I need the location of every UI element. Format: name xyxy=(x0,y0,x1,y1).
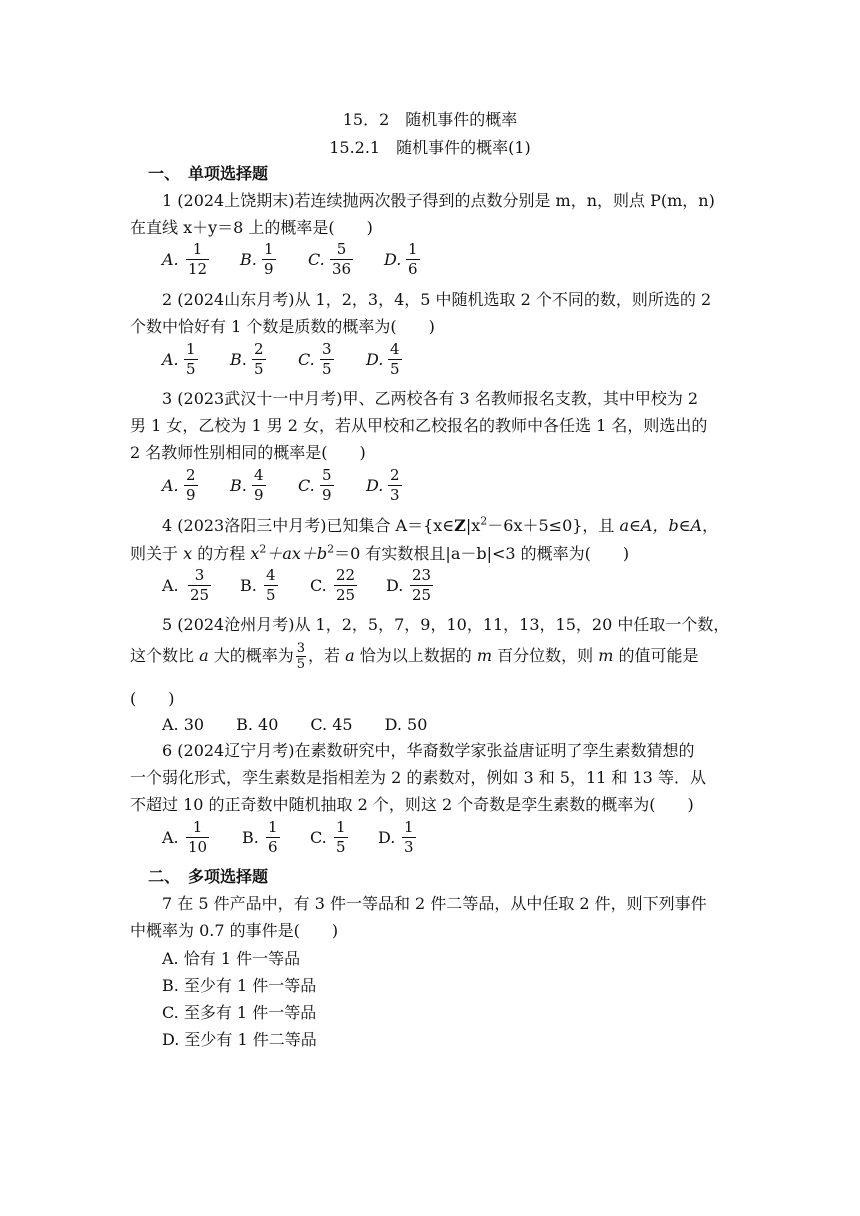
fraction: $\frac{5}{36}$ xyxy=(332,240,352,278)
fraction: $\frac{2}{9}$ xyxy=(186,466,196,504)
fraction: $\frac{1}{5}$ xyxy=(186,340,196,378)
fraction: $\frac{4}{5}$ xyxy=(390,340,400,378)
document-page: 15．2 随机事件的概率 15.2.1 随机事件的概率(1) 一、 单项选择题 1 (2024上饶期末)若连续抛两次骰子得到的点数分别是 m，n，则点 P(m，n) 在直线 x＋y＝8 上的概率是( ) A. $\frac{1}{12}$ B. $\frac{1}{9}$ C. $\frac{5}{36}$ D. $\frac{1}{6}$ 2 (2024山东月考)从 1，2，3，4，5 中随机选取 2 个不同的数，则所选的 2 个数中恰好有 1 个数是质数的概率为( ) A. $\frac{1}{5}$ B. $\frac{2}{5}$ C. $\frac{3}{5}$ D. $\frac{4}{5}$ 3 (2023武汉十一中月考)甲、乙两校各有 3 名教师报名支教，其中甲校为 2 男 1 女，乙校为 1 男 2 女，若从甲校和乙校报名的教师中各任选 1 名，则选出的 2 名教师性别相同的概率是( ) A. $\frac{2}{9}$ B. $\frac{4}{9}$ C. $\frac{5}{9}$ D. $\frac{2}{3}$ 4 (2023洛阳三中月考)已知集合 $A=\{x\in Z|x^2-6x+5\le 0\}$，且 a∈A，b∈A， 则关于 x 的方程 $x^2+ax+b^2=0$ 有实数根且|a－b|<3 的概率为( ) A. $\frac{3}{25}$ B. $\frac{4}{5}$ C. $\frac{22}{25}$ D. $\frac{23}{25}$ 5 (2024沧州月考)从 1，2，5，7，9，10，11，13，15，20 中任取一个数， 这个数比 a 大的概率为 $\frac{3}{5}$ ，若 a 恰为以上数据的 m 百分位数，则 m 的值可能是 ( ) A. 30 B. 40 C. 45 D. 50 6 (2024辽宁月考)在素数研究中，华裔数学家张益唐证明了孪生素数猜想的 一个弱化形式，孪生素数是指相差为 2 的素数对，例如 3 和 5，11 和 13 等．从 不超过 10 的正奇数中随机抽取 2 个，则这 2 个奇数是孪生素数的概率为( ) A. $\frac{1}{10}$ B. $\frac{1}{6}$ C. $\frac{1}{5}$ D. $\frac{1}{3}$ 二、 多项选择题 7 在 5 件产品中，有 3 件一等品和 2 件二等品，从中任取 2 件，则下列事件 中概率为 0.7 的事件是( ) A. 恰有 1 件一等品 B. 至少有 1 件一等品 C. 至多有 1 件一等品 D. 至少有 1 件二等品 xyxy=(0,0,860,1216)
fraction: $\frac{5}{9}$ xyxy=(322,466,332,504)
fraction: $\frac{1}{12}$ xyxy=(188,240,208,278)
question-4-line-2: 则关于 x 的方程 $x^2+ax+b^2=0$ 有实数根且|a－b|<3 的概率为( ) xyxy=(130,542,630,563)
question-5-options[interactable]: A. 30 B. 40 C. 45 D. 50 xyxy=(162,715,428,734)
question-1-line-1: 1 (2024上饶期末)若连续抛两次骰子得到的点数分别是 m，n，则点 P(m，n) xyxy=(162,191,715,210)
fraction: $\frac{23}{25}$ xyxy=(412,566,432,604)
question-5-line-3: ( ) xyxy=(130,689,175,708)
question-6-line-3: 不超过 10 的正奇数中随机抽取 2 个，则这 2 个奇数是孪生素数的概率为( ) xyxy=(130,795,694,814)
question-1-line-2: 在直线 x＋y＝8 上的概率是( ) xyxy=(130,218,373,237)
fraction: $\frac{1}{9}$ xyxy=(264,240,274,278)
fraction: $\frac{4}{9}$ xyxy=(254,466,264,504)
question-5-line-1: 5 (2024沧州月考)从 1，2，5，7，9，10，11，13，15，20 中任取一个数， xyxy=(162,615,730,634)
fraction: $\frac{1}{5}$ xyxy=(336,818,346,856)
question-4-line-1: 4 (2023洛阳三中月考)已知集合 $A=\{x\in Z|x^2-6x+5\le 0\}$，且 a∈A，b∈A， xyxy=(162,514,719,535)
question-7-option-b[interactable]: B. 至少有 1 件一等品 xyxy=(162,976,317,995)
question-2-line-1: 2 (2024山东月考)从 1，2，3，4，5 中随机选取 2 个不同的数，则所选的 2 xyxy=(162,290,712,309)
fraction: $\frac{1}{6}$ xyxy=(268,818,278,856)
fraction: $\frac{22}{25}$ xyxy=(336,566,356,604)
section-heading-multi-choice: 二、 多项选择题 xyxy=(148,867,269,886)
question-3-line-2: 男 1 女，乙校为 1 男 2 女，若从甲校和乙校报名的教师中各任选 1 名，则选出的 xyxy=(130,416,708,435)
question-7-line-1: 7 在 5 件产品中，有 3 件一等品和 2 件二等品，从中任取 2 件，则下列事件 xyxy=(162,894,707,913)
question-3-line-3: 2 名教师性别相同的概率是( ) xyxy=(130,443,366,462)
question-6-line-1: 6 (2024辽宁月考)在素数研究中，华裔数学家张益唐证明了孪生素数猜想的 xyxy=(162,741,695,760)
question-7-line-2: 中概率为 0.7 的事件是( ) xyxy=(130,921,339,940)
fraction: $\frac{2}{3}$ xyxy=(390,466,400,504)
section-title: 15．2 随机事件的概率 xyxy=(342,110,518,129)
fraction: $\frac{1}{3}$ xyxy=(404,818,414,856)
subsection-title: 15.2.1 随机事件的概率(1) xyxy=(329,138,531,157)
question-7-option-d[interactable]: D. 至少有 1 件二等品 xyxy=(162,1030,317,1049)
fraction: $\frac{3}{25}$ xyxy=(190,566,210,604)
fraction: $\frac{2}{5}$ xyxy=(254,340,264,378)
question-2-line-2: 个数中恰好有 1 个数是质数的概率为( ) xyxy=(130,317,435,336)
question-6-line-2: 一个弱化形式，孪生素数是指相差为 2 的素数对，例如 3 和 5，11 和 13 等．从 xyxy=(130,768,706,787)
question-7-option-c[interactable]: C. 至多有 1 件一等品 xyxy=(162,1003,317,1022)
fraction: $\frac{4}{5}$ xyxy=(266,566,276,604)
fraction: $\frac{3}{5}$ xyxy=(322,340,332,378)
question-7-option-a[interactable]: A. 恰有 1 件一等品 xyxy=(162,949,301,968)
section-heading-single-choice: 一、 单项选择题 xyxy=(148,164,269,183)
fraction: $\frac{1}{10}$ xyxy=(188,818,208,856)
question-3-line-1: 3 (2023武汉十一中月考)甲、乙两校各有 3 名教师报名支教，其中甲校为 2 xyxy=(162,389,699,408)
fraction: $\frac{1}{6}$ xyxy=(408,240,418,278)
question-5-line-2: 这个数比 a 大的概率为 $\frac{3}{5}$ ，若 a 恰为以上数据的 m 百分位数，则 m 的值可能是 xyxy=(130,641,699,672)
inline-fraction: $\frac{3}{5}$ xyxy=(296,641,306,672)
